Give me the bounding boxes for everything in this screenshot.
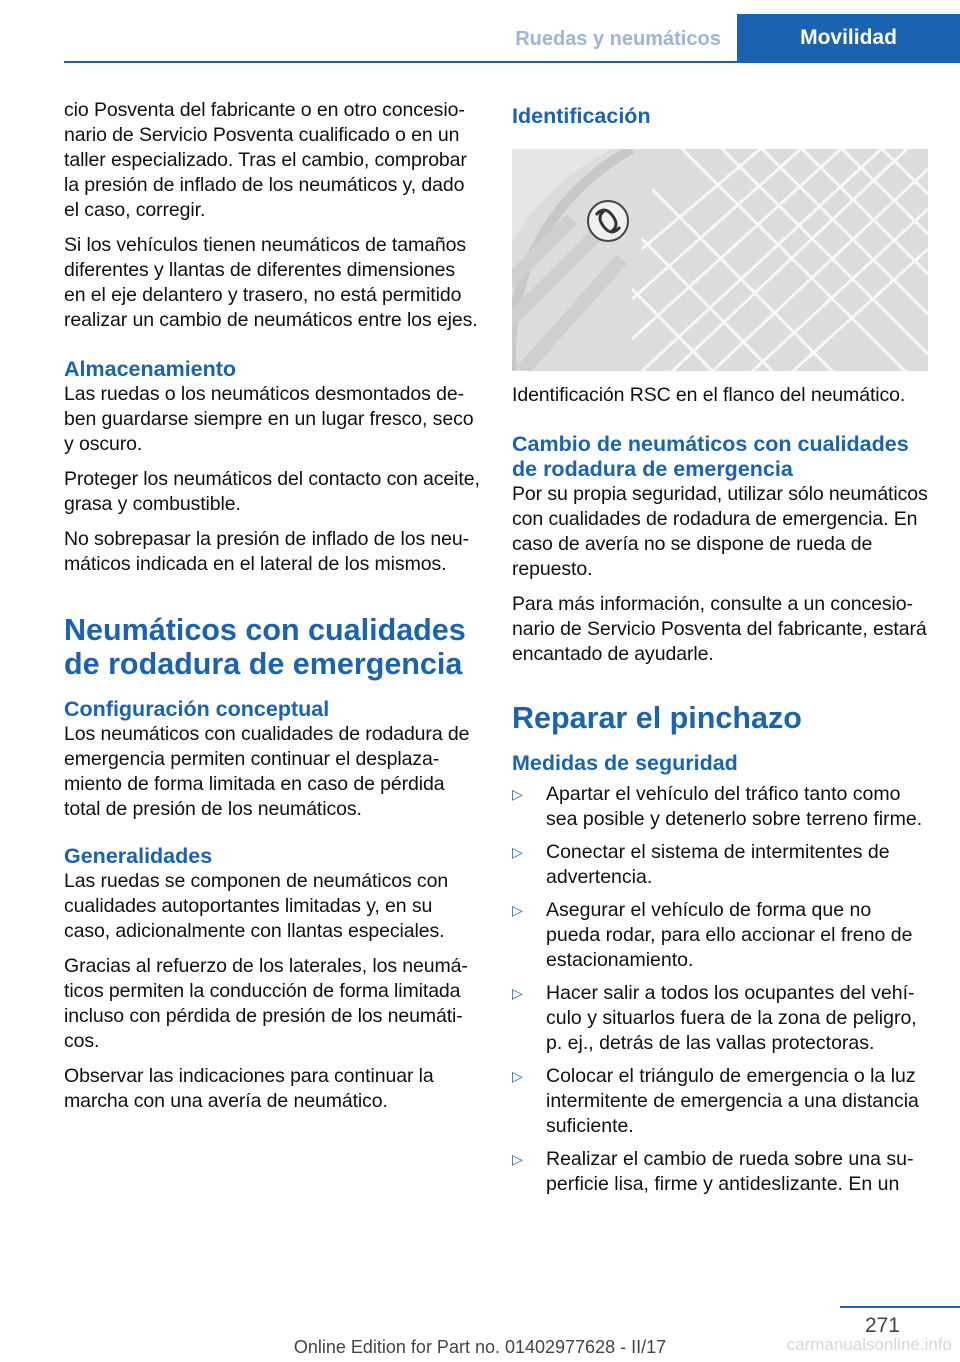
left-column (64, 98, 480, 1124)
heading-identificacion: Identificación (512, 104, 651, 128)
list-item: ▷ Apartar el vehículo del tráfico tanto como sea posible y detenerlo sobre terreno firme. (512, 783, 923, 830)
paragraph: Las ruedas o los neumáticos desmontados deben guardarse siempre en un lugar fresco, seco y oscuro. (64, 383, 474, 455)
triangle-right-icon: ▷ (512, 1151, 523, 1167)
triangle-right-icon: ▷ (512, 985, 523, 1001)
triangle-right-icon: ▷ (512, 902, 523, 918)
heading-reparar-pinchazo: Reparar el pinchazo (512, 701, 802, 735)
paragraph: cio Posventa del fabricante o en otro concesionario de Servicio Posventa cualificado o en un taller especializado. Tras el cambio, comprobar la presión de inflado de los neumáticos y, dado el caso, corregir. (64, 99, 467, 221)
triangle-right-icon: ▷ (512, 786, 523, 802)
figure-caption: Identificación RSC en el flanco del neumático. (512, 384, 906, 406)
paragraph: Para más información, consulte a un concesionario de Servicio Posventa del fabricante, estará encantado de ayudarle. (512, 593, 927, 665)
list-item: ▷ Hacer salir a todos los ocupantes del vehículo y situarlos fuera de la zona de peligro, p. ej., detrás de las vallas protectoras. (512, 982, 917, 1054)
heading-cambio-neumaticos: Cambio de neumáticos con cualidades de rodadura de emergencia (512, 432, 909, 481)
paragraph: Observar las indicaciones para continuar la marcha con una avería de neumático. (64, 1065, 434, 1112)
header-section-title: Ruedas y neumáticos (515, 28, 721, 50)
heading-neumaticos-rodadura: Neumáticos con cualidades de rodadura de emergencia (64, 613, 466, 681)
watermark: carmanualsonline.info (786, 1335, 952, 1354)
heading-medidas-seguridad: Medidas de seguridad (512, 751, 738, 775)
safety-steps-list (512, 782, 928, 1197)
paragraph: Proteger los neumáticos del contacto con aceite, grasa y combustible. (64, 468, 480, 515)
triangle-right-icon: ▷ (512, 1068, 523, 1084)
edition-footer: Online Edition for Part no. 01402977628 - II/17 (293, 1337, 667, 1357)
rsc-tire-illustration (512, 149, 928, 371)
paragraph: Si los vehículos tienen neumáticos de tamaños diferentes y llantas de diferentes dimensiones en el eje delantero y trasero, no está permitido realizar un cambio de neumáticos entre los ejes. (64, 234, 478, 331)
paragraph: No sobrepasar la presión de inflado de los neumáticos indicada en el lateral de los mismos. (64, 528, 470, 575)
paragraph: Los neumáticos con cualidades de rodadura de emergencia permiten continuar el desplazamiento de forma limitada en caso de pérdida total de presión de los neumáticos. (64, 723, 470, 820)
right-column (512, 98, 928, 1205)
footer-rule (840, 1306, 960, 1308)
list-item: ▷ Asegurar el vehículo de forma que no pueda rodar, para ello accionar el freno de estacionamiento. (512, 899, 913, 971)
paragraph: Las ruedas se componen de neumáticos con cualidades autoportantes limitadas y, en su caso, adicionalmente con llantas especiales. (64, 870, 449, 942)
header-chapter-tab: Movilidad (737, 14, 960, 62)
triangle-right-icon: ▷ (512, 844, 523, 860)
page-number: 271 (864, 1314, 900, 1337)
heading-generalidades: Generalidades (64, 844, 213, 868)
heading-almacenamiento: Almacenamiento (64, 357, 237, 381)
paragraph: Por su propia seguridad, utilizar sólo neumáticos con cualidades de rodadura de emergencia. En caso de avería no se dispone de rueda de repuesto. (512, 483, 928, 580)
list-item: ▷ Colocar el triángulo de emergencia o la luz intermitente de emergencia a una distancia suficiente. (512, 1065, 919, 1137)
list-item: ▷ Conectar el sistema de intermitentes de advertencia. (512, 841, 890, 888)
heading-configuracion: Configuración conceptual (64, 697, 330, 721)
list-item: ▷ Realizar el cambio de rueda sobre una superficie lisa, firme y antideslizante. En un (512, 1148, 914, 1195)
paragraph: Gracias al refuerzo de los laterales, los neumáticos permiten la conducción de forma limitada incluso con pérdida de presión de los neumáticos. (64, 955, 468, 1052)
